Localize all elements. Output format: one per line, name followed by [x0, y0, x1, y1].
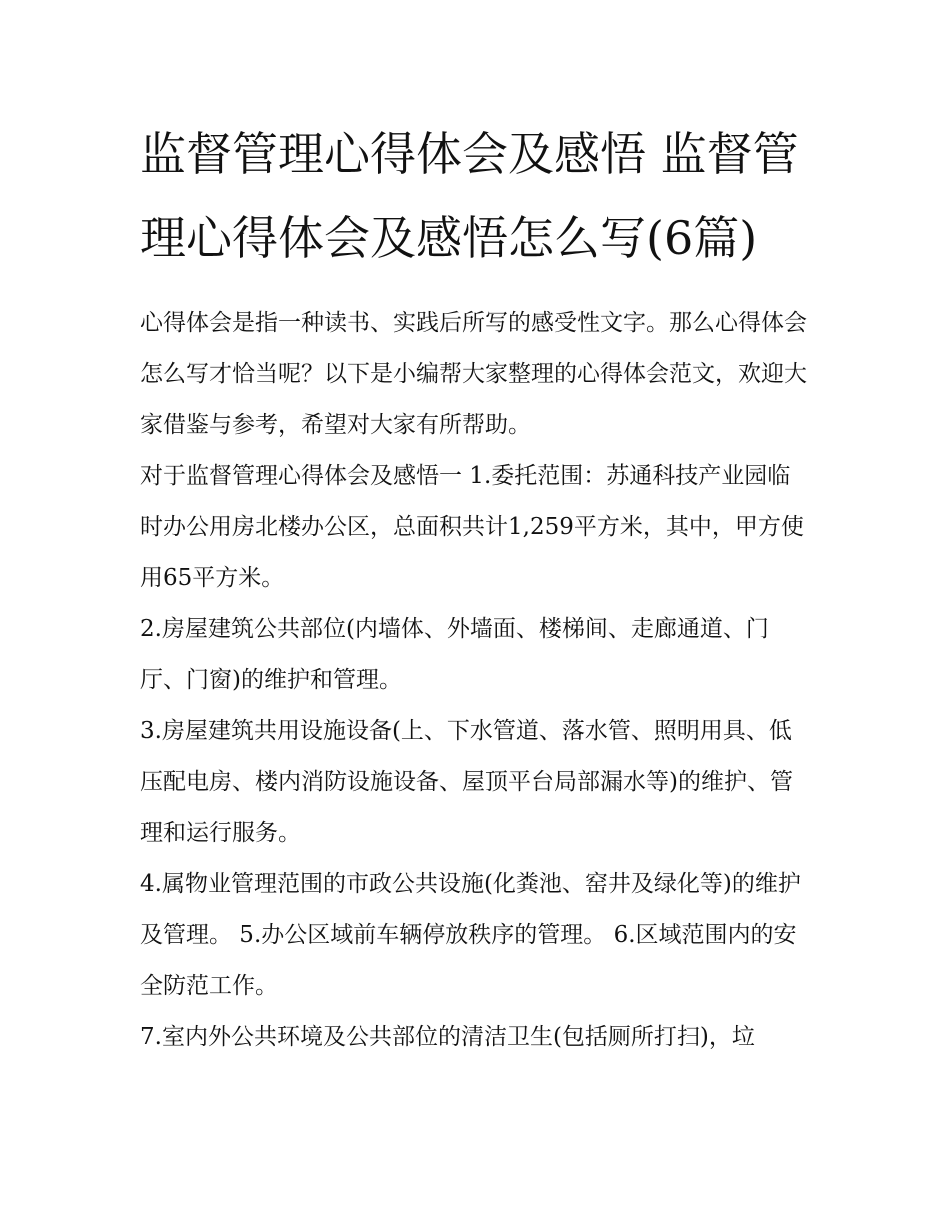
- document-title: 监督管理心得体会及感悟 监督管理心得体会及感悟怎么写(6篇): [140, 127, 799, 265]
- paragraph-item-1: 对于监督管理心得体会及感悟一 1.委托范围：苏通科技产业园临时办公用房北楼办公区，总面积共计1,259平方米，其中，甲方使用65平方米。: [140, 463, 804, 591]
- paragraph-item-7: 7.室内外公共环境及公共部位的清洁卫生(包括厕所打扫)，垃: [140, 1024, 755, 1050]
- paragraph-item-4-6: 4.属物业管理范围的市政公共设施(化粪池、窑井及绿化等)的维护及管理。 5.办公区域前车辆停放秩序的管理。 6.区域范围内的安全防范工作。: [140, 871, 801, 999]
- paragraph-item-3: 3.房屋建筑共用设施设备(上、下水管道、落水管、照明用具、低压配电房、楼内消防设施设备、屋顶平台局部漏水等)的维护、管理和运行服务。: [140, 718, 793, 846]
- paragraph-item-2: 2.房屋建筑公共部位(内墙体、外墙面、楼梯间、走廊通道、门厅、门窗)的维护和管理。: [140, 616, 769, 693]
- document-page: [140, 112, 812, 1063]
- paragraph-intro: 心得体会是指一种读书、实践后所写的感受性文字。那么心得体会怎么写才恰当呢？以下是小编帮大家整理的心得体会范文，欢迎大家借鉴与参考，希望对大家有所帮助。: [140, 310, 807, 438]
- document-body: [140, 298, 812, 1063]
